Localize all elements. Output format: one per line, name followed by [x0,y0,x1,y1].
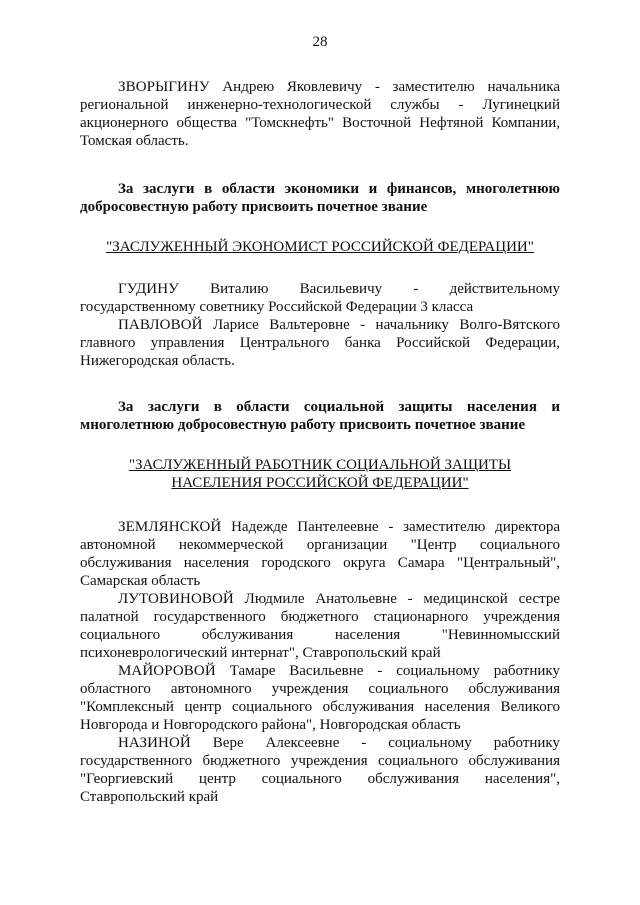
title-honored-social-worker-line1: "ЗАСЛУЖЕННЫЙ РАБОТНИК СОЦИАЛЬНОЙ ЗАЩИТЫ [128,457,512,473]
title-honored-economist: "ЗАСЛУЖЕННЫЙ ЭКОНОМИСТ РОССИЙСКОЙ ФЕДЕРАЦИИ" [106,239,534,255]
entry-text: Тамаре Васильевне - социальному работнику областного автономного учреждения социального обслуживания "Комплексный центр социального обслуживания населения Великого Новгорода и Новгородского района", Новгородская область [80,663,560,733]
entry-surname: ПАВЛОВОЙ [118,317,203,333]
entry-surname: ЗВОРЫГИНУ [118,79,210,95]
award-entry-zvorygin [80,78,560,150]
entry-surname: ЛУТОВИНОВОЙ [118,591,234,607]
decree-social-protection: За заслуги в области социальной защиты населения и многолетнюю добросовестную работу присвоить почетное звание [80,399,560,433]
award-entry-mayorova [80,662,560,734]
entry-text: Виталию Васильевичу - действительному государственному советнику Российской Федерации 3 класса [80,281,560,315]
entry-text: Андрею Яковлевичу - заместителю начальника региональной инженерно-технологической службы - Лугинецкий акционерного общества "Томскнефть" Восточной Нефтяной Компании, Томская область. [80,79,560,149]
entry-text: Надежде Пантелеевне - заместителю директора автономной некоммерческой организации "Центр социального обслуживания населения городского округа Самара "Центральный", Самарская область [80,519,560,589]
document-body [80,78,560,806]
entry-text: Людмиле Анатольевне - медицинской сестре палатной государственного бюджетного стационарного учреждения социального обслуживания населения "Невинномысский психоневрологический интернат", Ставропольский край [80,591,560,661]
entry-surname: НАЗИНОЙ [118,735,191,751]
decree-economy: За заслуги в области экономики и финансов, многолетнюю добросовестную работу присвоить почетное звание [80,181,560,215]
award-entry-nazina [80,734,560,806]
entry-text: Ларисе Вальтеровне - начальнику Волго-Вятского главного управления Центрального банка Российской Федерации, Нижегородская область. [80,317,560,369]
award-entry-zemlyanskaya [80,518,560,590]
award-entry-gudin [80,280,560,316]
entry-surname: ГУДИНУ [118,281,179,297]
entry-surname: МАЙОРОВОЙ [118,663,216,679]
award-entry-pavlova [80,316,560,370]
title-honored-social-worker-line2: НАСЕЛЕНИЯ РОССИЙСКОЙ ФЕДЕРАЦИИ" [171,475,469,491]
award-entry-lutovinova [80,590,560,662]
entry-text: Вере Алексеевне - социальному работнику государственного бюджетного учреждения социального обслуживания "Георгиевский центр социального обслуживания населения", Ставропольский край [80,735,560,805]
page-number: 28 [312,34,328,50]
entry-surname: ЗЕМЛЯНСКОЙ [118,519,222,535]
